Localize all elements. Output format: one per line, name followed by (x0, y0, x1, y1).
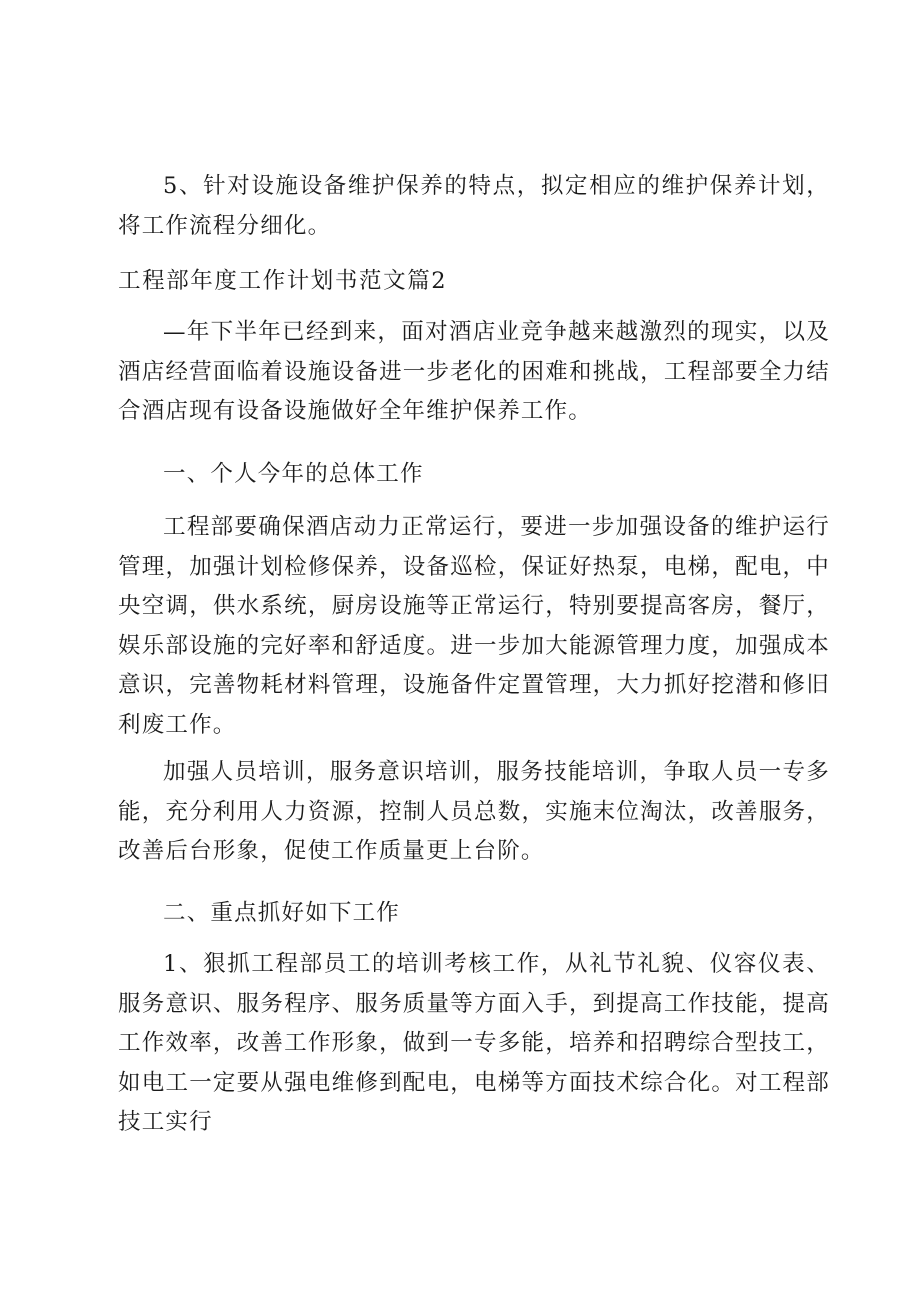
paragraph-staff-training: 加强人员培训，服务意识培训，服务技能培训，争取人员一专多能，充分利用人力资源，控制人员总数，实施末位淘汰，改善服务，改善后台形象，促使工作质量更上台阶。 (118, 759, 830, 864)
paragraph-item-5: 5、针对设施设备维护保养的特点，拟定相应的维护保养计划，将工作流程分细化。 (118, 173, 830, 239)
paragraph-equipment-management: 工程部要确保酒店动力正常运行，要进一步加强设备的维护运行管理，加强计划检修保养，设备巡检，保证好热泵，电梯，配电，中央空调，供水系统，厨房设施等正常运行，特别要提高客房，餐厅，娱乐部设施的完好率和舒适度。进一步加大能源管理力度，加强成本意识，完善物耗材料管理，设施备件定置管理，大力抓好挖潜和修旧利废工作。 (118, 514, 830, 738)
section-title: 工程部年度工作计划书范文篇2 (118, 268, 448, 294)
heading-overall-work: 一、个人今年的总体工作 (163, 461, 424, 487)
heading-key-tasks: 二、重点抓好如下工作 (163, 900, 401, 926)
paragraph-item-1: 1、狠抓工程部员工的培训考核工作，从礼节礼貌、仪容仪表、服务意识、服务程序、服务质量等方面入手，到提高工作技能，提高工作效率，改善工作形象，做到一专多能，培养和招聘综合型技工，如电工一定要从强电维修到配电，电梯等方面技术综合化。对工程部技工实行 (118, 951, 830, 1135)
paragraph-intro: —年下半年已经到来，面对酒店业竞争越来越激烈的现实，以及酒店经营面临着设施设备进一步老化的困难和挑战，工程部要全力结合酒店现有设备设施做好全年维护保养工作。 (118, 319, 830, 424)
